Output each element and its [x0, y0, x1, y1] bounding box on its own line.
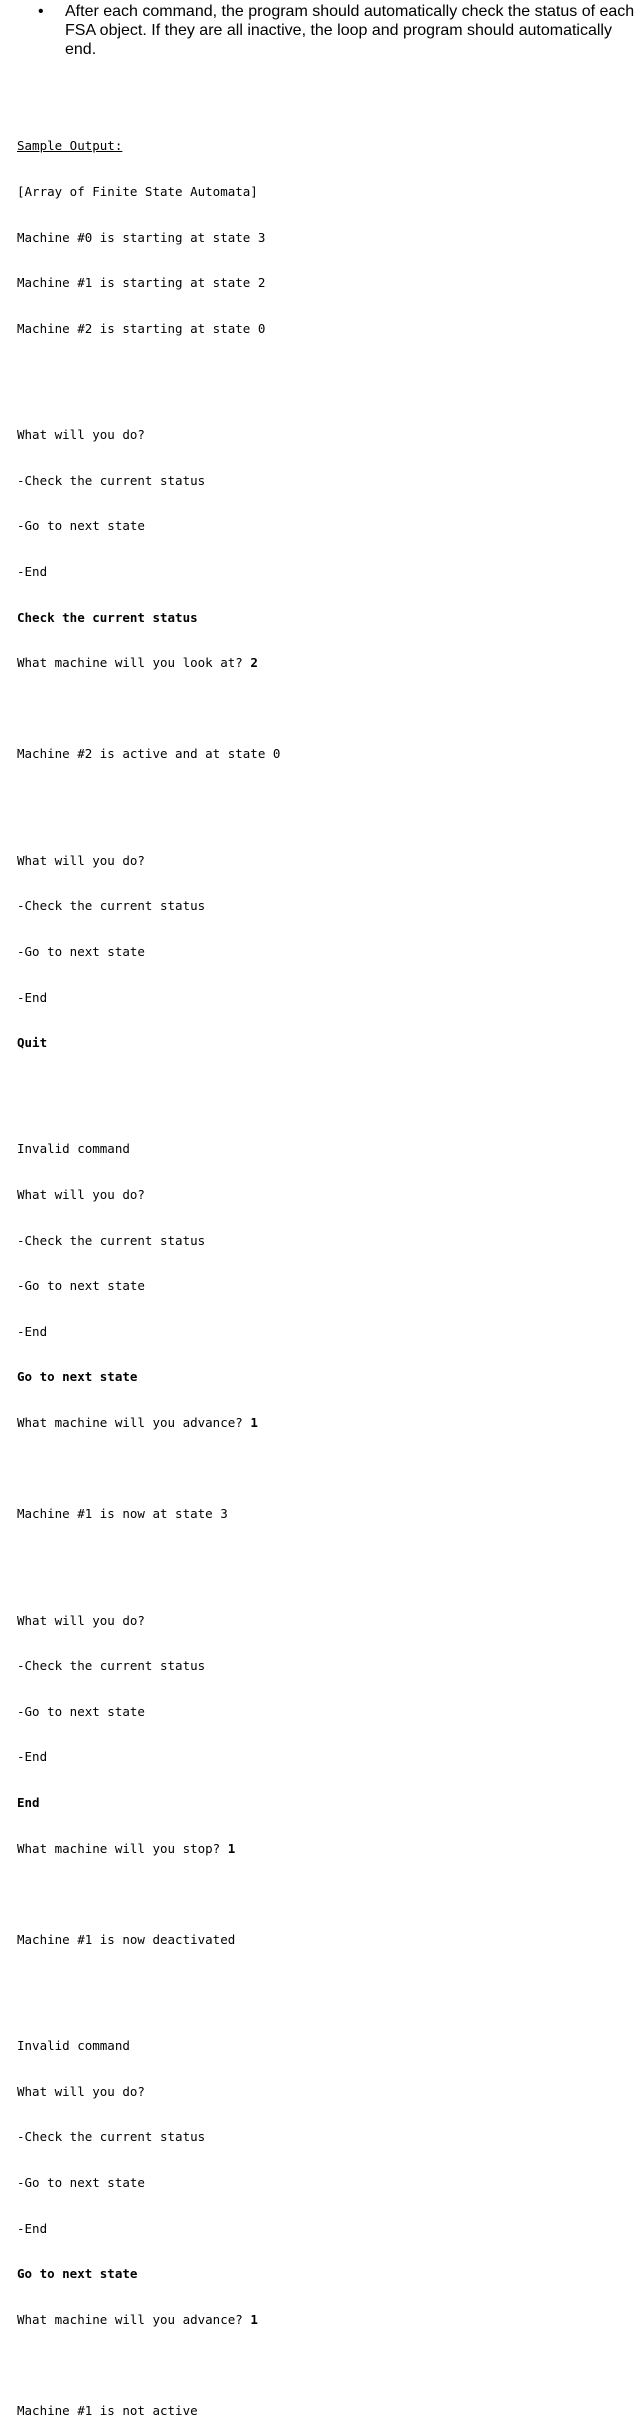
result-line: Machine #1 is not active [17, 2402, 198, 2418]
option-line: -Check the current status [17, 1658, 206, 1674]
option-line: -Check the current status [17, 472, 206, 488]
question-text: What machine will you advance? [17, 1415, 243, 1431]
option-line: -Check the current status [17, 1232, 206, 1248]
option-line: -End [17, 2220, 48, 2236]
user-answer: 1 [227, 1840, 236, 1856]
user-answer: 1 [250, 1415, 258, 1431]
blank-line [17, 1081, 637, 1096]
option-line: -Check the current status [17, 2129, 206, 2145]
option-line: -End [17, 563, 48, 579]
user-command: Check the current status [17, 609, 198, 625]
blank-line [17, 701, 637, 716]
result-line: Machine #1 is now at state 3 [17, 1506, 228, 1522]
user-answer: 1 [250, 2311, 258, 2327]
prompt-line: What will you do? [17, 852, 145, 868]
option-line: -Go to next state [17, 943, 145, 959]
bullet-text: After each command, the program should automatically check the status of each FSA object. If they are all inactive, the loop and program should automatically end. [65, 3, 635, 58]
result-line: Machine #1 is now deactivated [17, 1931, 236, 1947]
invalid-line: Invalid command [17, 2038, 130, 2054]
option-line: -Go to next state [17, 1278, 145, 1294]
prompt-line: What will you do? [17, 1187, 145, 1203]
user-command: Go to next state [17, 2266, 138, 2282]
blank-line [17, 2357, 637, 2372]
machine-line: Machine #0 is starting at state 3 [17, 229, 266, 245]
question-text: What machine will you advance? [17, 2311, 243, 2327]
prompt-line: What will you do? [17, 427, 145, 443]
machine-line: Machine #1 is starting at state 2 [17, 275, 266, 291]
option-line: -Go to next state [17, 1703, 145, 1719]
option-line: -Go to next state [17, 2174, 145, 2190]
option-line: -End [17, 1749, 48, 1765]
option-line: -Go to next state [17, 518, 145, 534]
sample-output [17, 108, 637, 2433]
user-command: End [17, 1795, 40, 1810]
user-answer: 2 [250, 655, 258, 671]
machine-line: Machine #2 is starting at state 0 [17, 320, 266, 336]
bullet-icon: • [38, 3, 44, 20]
question-text: What machine will you look at? [17, 655, 243, 671]
result-line: Machine #2 is active and at state 0 [17, 746, 281, 762]
blank-line [17, 1977, 637, 1992]
question-line [17, 2312, 637, 2327]
invalid-line: Invalid command [17, 1141, 130, 1157]
prompt-line: What will you do? [17, 2083, 145, 2099]
blank-line [17, 792, 637, 807]
question-line [17, 1841, 637, 1856]
question-text: What machine will you stop? [17, 1840, 221, 1856]
requirement-bullet [38, 2, 638, 59]
prompt-line: What will you do? [17, 1612, 145, 1628]
bullet-item [38, 2, 638, 59]
blank-line [17, 1552, 637, 1567]
option-line: -End [17, 989, 48, 1005]
sample-output-heading: Sample Output: [17, 138, 123, 154]
question-line [17, 1415, 637, 1430]
option-line: -End [17, 1323, 48, 1339]
user-command: Go to next state [17, 1369, 138, 1385]
user-command: Quit [17, 1035, 48, 1051]
blank-line [17, 1461, 637, 1476]
option-line: -Check the current status [17, 898, 206, 914]
blank-line [17, 366, 637, 381]
blank-line [17, 1886, 637, 1901]
question-line [17, 655, 637, 670]
array-header: [Array of Finite State Automata] [17, 184, 258, 199]
